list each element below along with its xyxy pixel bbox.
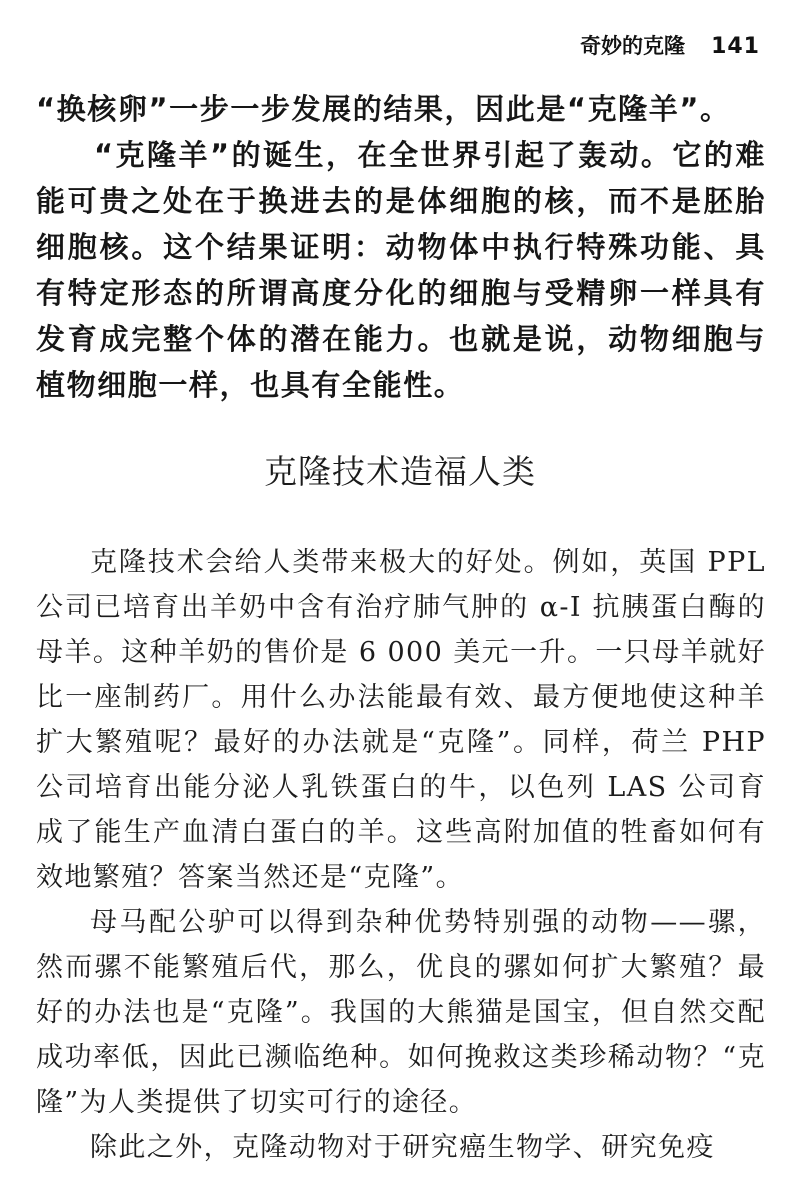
paragraph-mule-panda: 母马配公驴可以得到杂种优势特别强的动物——骡，然而骡不能繁殖后代，那么，优良的骡如何扩大繁殖？最好的办法也是“克隆”。我国的大熊猫是国宝，但自然交配成功率低，因此已濒临绝种。如何挽救这类珍稀动物？“克隆”为人类提供了切实可行的途径。	[36, 907, 766, 1118]
section-1-body	[36, 86, 766, 408]
paragraph-cloned-sheep-birth: “克隆羊”的诞生，在全世界引起了轰动。它的难能可贵之处在于换进去的是体细胞的核，而不是胚胎细胞核。这个结果证明：动物体中执行特殊功能、具有特定形态的所谓高度分化的细胞与受精卵一样具有发育成完整个体的潜在能力。也就是说，动物细胞与植物细胞一样，也具有全能性。	[36, 138, 766, 402]
page-number: 141	[711, 34, 760, 59]
running-header	[580, 30, 760, 60]
section-2-body	[36, 540, 766, 1170]
section-heading: 克隆技术造福人类	[264, 452, 536, 491]
paragraph-research: 除此之外，克隆动物对于研究癌生物学、研究免疫	[90, 1132, 715, 1163]
paragraph-continuation: “换核卵”一步一步发展的结果，因此是“克隆羊”。	[36, 92, 731, 126]
running-title: 奇妙的克隆	[580, 34, 686, 58]
paragraph-benefits: 克隆技术会给人类带来极大的好处。例如，英国 PPL 公司已培育出羊奶中含有治疗肺气肿的 α-I 抗胰蛋白酶的母羊。这种羊奶的售价是 6 000 美元一升。一只母羊就好比一座制药厂。用什么办法能最有效、最方便地使这种羊扩大繁殖呢？最好的办法就是“克隆”。同样，荷兰 PHP 公司培育出能分泌人乳铁蛋白的牛，以色列 LAS 公司育成了能生产血清白蛋白的羊。这些高附加值的牲畜如何有效地繁殖？答案当然还是“克隆”。	[36, 547, 766, 893]
